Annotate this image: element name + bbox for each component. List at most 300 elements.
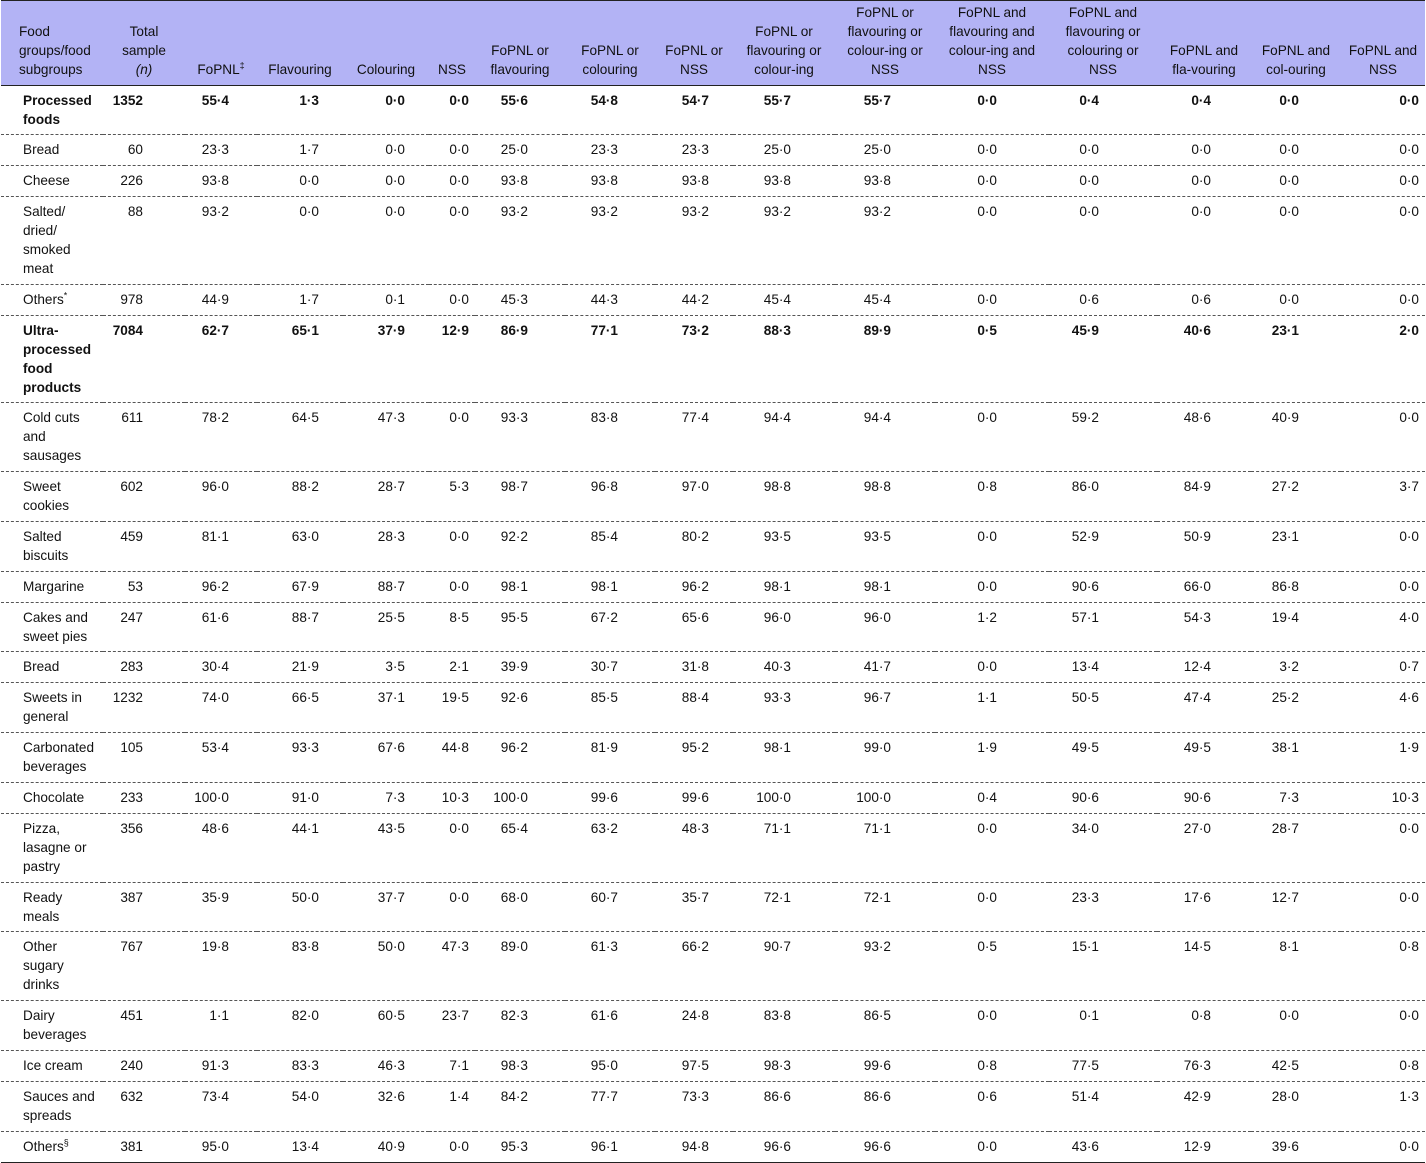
table-cell: 1·4 <box>449 1088 469 1104</box>
table-cell: 632 <box>120 1088 143 1104</box>
table-cell: 0·0 <box>449 142 469 158</box>
table-cell: 61·6 <box>201 609 229 625</box>
table-cell: 23·1 <box>1271 322 1299 338</box>
row-label <box>1 652 103 683</box>
table-cell: 32·6 <box>377 1088 405 1104</box>
table-cell: 12·7 <box>1271 889 1299 905</box>
table-cell: 60 <box>127 142 143 158</box>
table-cell: 0·7 <box>1399 659 1419 675</box>
row-label <box>1 1050 103 1081</box>
table-cell: 88·2 <box>291 479 319 495</box>
table-cell: 99·0 <box>863 740 891 756</box>
table-cell: 96·0 <box>863 609 891 625</box>
table-cell: 88·3 <box>763 322 791 338</box>
header-fopnl-label: FoPNL <box>197 61 240 77</box>
table-cell: 0·4 <box>1191 92 1211 108</box>
table-cell: 66·0 <box>1183 578 1211 594</box>
table-cell: 88·4 <box>681 690 709 706</box>
table-cell: 96·7 <box>863 690 891 706</box>
table-cell: 98·3 <box>763 1057 791 1073</box>
table-cell: 97·5 <box>681 1057 709 1073</box>
table-cell: 96·2 <box>201 578 229 594</box>
table-cell: 40·6 <box>1183 322 1211 338</box>
table-cell: 1·1 <box>977 690 997 706</box>
table-cell: 50·5 <box>1071 690 1099 706</box>
table-cell: 45·4 <box>863 291 891 307</box>
table-cell: 80·2 <box>681 528 709 544</box>
table-cell: 7084 <box>112 322 143 338</box>
header-total-sample <box>103 1 185 86</box>
row-label-text: Other sugary drinks <box>23 939 64 993</box>
table-cell: 0·0 <box>1399 528 1419 544</box>
table-cell: 91·0 <box>291 790 319 805</box>
table-cell: 90·6 <box>1071 790 1099 805</box>
table-cell: 0·0 <box>449 889 469 905</box>
table-cell: 0·0 <box>1399 173 1419 189</box>
row-label <box>1 521 103 571</box>
table-cell: 50·0 <box>291 889 319 905</box>
table-cell: 0·8 <box>1399 939 1419 955</box>
table-cell: 0·4 <box>977 790 997 805</box>
table-cell: 0·1 <box>385 291 405 307</box>
row-label <box>1 135 103 166</box>
table-cell: 13·4 <box>291 1138 319 1154</box>
row-label-text: Cold cuts and sausages <box>23 410 82 464</box>
table-cell: 95·0 <box>201 1138 229 1154</box>
table-cell: 95·5 <box>500 609 528 625</box>
table-cell: 611 <box>121 410 143 426</box>
table-cell: 30·4 <box>201 659 229 675</box>
row-label-text: Others <box>23 1138 64 1154</box>
table-cell: 94·4 <box>863 410 891 426</box>
table-row <box>1 1131 1425 1162</box>
table-cell: 28·3 <box>377 528 405 544</box>
row-label-text: Sweets in general <box>23 690 82 725</box>
header-fopnl-and-flav-and-col-and-nss: FoPNL and flavouring and colour-ing and NSS <box>935 1 1049 86</box>
header-flavouring: Flavouring <box>257 1 343 86</box>
table-cell: 98·7 <box>500 479 528 495</box>
row-label-text: Bread <box>23 142 60 158</box>
table-cell: 44·2 <box>681 291 709 307</box>
table-cell: 72·1 <box>763 889 791 905</box>
table-cell: 0·0 <box>977 92 997 108</box>
table-cell: 96·0 <box>763 609 791 625</box>
table-cell: 0·0 <box>299 204 319 220</box>
table-cell: 7·1 <box>449 1057 469 1073</box>
table-cell: 0·0 <box>449 578 469 594</box>
table-cell: 23·3 <box>590 142 618 158</box>
table-cell: 0·0 <box>977 889 997 905</box>
row-label <box>1 403 103 472</box>
table-cell: 60·7 <box>590 889 618 905</box>
table-cell: 7·3 <box>385 790 405 805</box>
table-cell: 86·0 <box>1071 479 1099 495</box>
table-cell: 1·3 <box>299 92 319 108</box>
table-cell: 0·5 <box>977 939 997 955</box>
table-cell: 94·4 <box>763 410 791 426</box>
row-label <box>1 932 103 1001</box>
table-cell: 96·8 <box>590 479 618 495</box>
table-row <box>1 1001 1425 1051</box>
table-cell: 83·8 <box>291 939 319 955</box>
table-cell: 46·3 <box>377 1057 405 1073</box>
table-cell: 0·0 <box>1079 173 1099 189</box>
table-cell: 283 <box>120 659 143 675</box>
table-cell: 93·8 <box>201 173 229 189</box>
table-cell: 99·6 <box>681 790 709 805</box>
table-cell: 0·0 <box>1191 142 1211 158</box>
table-cell: 0·0 <box>1191 173 1211 189</box>
table-cell: 0·5 <box>977 322 997 338</box>
table-cell: 99·6 <box>590 790 618 805</box>
table-cell: 95·0 <box>590 1057 618 1073</box>
table-cell: 37·7 <box>377 889 405 905</box>
table-cell: 98·3 <box>500 1057 528 1073</box>
row-label <box>1 284 103 315</box>
table-row <box>1 733 1425 783</box>
table-cell: 97·0 <box>681 479 709 495</box>
table-cell: 73·2 <box>681 322 709 338</box>
table-row <box>1 1081 1425 1131</box>
table-cell: 0·0 <box>449 1138 469 1154</box>
table-cell: 35·9 <box>201 889 229 905</box>
table-cell: 34·0 <box>1071 820 1099 836</box>
table-cell: 81·9 <box>590 740 618 756</box>
table-cell: 55·7 <box>863 92 891 108</box>
header-fopnl-and-colouring: FoPNL and col-ouring <box>1251 1 1341 86</box>
table-cell: 82·3 <box>500 1008 528 1024</box>
table-cell: 1·2 <box>977 609 997 625</box>
table-cell: 98·8 <box>763 479 791 495</box>
table-cell: 0·0 <box>977 528 997 544</box>
table-cell: 356 <box>120 820 143 836</box>
table-cell: 93·3 <box>763 690 791 706</box>
row-label <box>1 1131 103 1162</box>
table-cell: 47·4 <box>1183 690 1211 706</box>
row-label <box>1 882 103 932</box>
table-row <box>1 602 1425 652</box>
table-cell: 93·2 <box>863 939 891 955</box>
table-cell: 602 <box>120 479 143 495</box>
row-label-text: Processed foods <box>23 92 92 127</box>
table-cell: 0·0 <box>385 92 405 108</box>
table-row <box>1 135 1425 166</box>
table-cell: 27·2 <box>1271 479 1299 495</box>
header-total-sample-n: (n) <box>135 61 153 77</box>
table-cell: 39·6 <box>1271 1138 1299 1154</box>
row-label-text: Salted biscuits <box>23 528 69 563</box>
table-cell: 100·0 <box>856 790 891 805</box>
row-label-text: Salted/ dried/ smoked meat <box>23 204 71 276</box>
table-row <box>1 813 1425 882</box>
header-nss: NSS <box>429 1 475 86</box>
table-cell: 93·8 <box>763 173 791 189</box>
table-cell: 0·0 <box>1079 142 1099 158</box>
table-cell: 45·9 <box>1071 322 1099 338</box>
table-cell: 28·7 <box>377 479 405 495</box>
table-cell: 23·1 <box>1271 528 1299 544</box>
table-cell: 73·3 <box>681 1088 709 1104</box>
table-cell: 84·9 <box>1183 479 1211 495</box>
table-cell: 44·8 <box>441 740 469 756</box>
table-cell: 28·7 <box>1271 820 1299 836</box>
row-label-text: Margarine <box>23 578 85 594</box>
table-cell: 37·1 <box>377 690 405 706</box>
table-cell: 96·2 <box>500 740 528 756</box>
header-fopnl-footnote: ‡ <box>239 60 245 71</box>
table-cell: 54·0 <box>291 1088 319 1104</box>
table-cell: 0·0 <box>449 92 469 108</box>
table-cell: 0·0 <box>449 173 469 189</box>
table-row <box>1 683 1425 733</box>
table-body <box>1 85 1425 1162</box>
row-label <box>1 315 103 403</box>
table-cell: 86·9 <box>500 322 528 338</box>
row-label-text: Bread <box>23 659 60 675</box>
table-cell: 76·3 <box>1183 1057 1211 1073</box>
table-cell: 81·1 <box>201 528 229 544</box>
table-cell: 31·8 <box>681 659 709 675</box>
table-row <box>1 284 1425 315</box>
table-cell: 95·3 <box>500 1138 528 1154</box>
table-cell: 27·0 <box>1183 820 1211 836</box>
table-cell: 42·5 <box>1271 1057 1299 1073</box>
table-cell: 19·4 <box>1271 609 1299 625</box>
table-cell: 66·2 <box>681 939 709 955</box>
table-cell: 98·1 <box>500 578 528 594</box>
table-cell: 0·0 <box>1079 204 1099 220</box>
table-cell: 1·3 <box>1399 1088 1419 1104</box>
table-cell: 93·2 <box>590 204 618 220</box>
table-row <box>1 197 1425 285</box>
table-cell: 30·7 <box>590 659 618 675</box>
table-cell: 0·8 <box>977 479 997 495</box>
table-row <box>1 652 1425 683</box>
table-cell: 65·1 <box>291 322 319 338</box>
table-cell: 226 <box>120 173 143 189</box>
table-cell: 0·0 <box>977 291 997 307</box>
table-cell: 83·3 <box>291 1057 319 1073</box>
table-cell: 0·0 <box>1399 889 1419 905</box>
table-cell: 77·1 <box>590 322 618 338</box>
table-cell: 47·3 <box>441 939 469 955</box>
table-cell: 59·2 <box>1071 410 1099 426</box>
table-cell: 48·6 <box>201 820 229 836</box>
table-cell: 0·0 <box>977 578 997 594</box>
table-cell: 93·8 <box>500 173 528 189</box>
table-cell: 0·6 <box>1191 291 1211 307</box>
table-cell: 0·0 <box>449 820 469 836</box>
row-label-text: Sweet cookies <box>23 479 70 514</box>
table-cell: 0·0 <box>1399 578 1419 594</box>
table-cell: 92·2 <box>500 528 528 544</box>
table-cell: 98·1 <box>590 578 618 594</box>
table-cell: 21·9 <box>291 659 319 675</box>
table-cell: 84·2 <box>500 1088 528 1104</box>
table-cell: 91·3 <box>201 1057 229 1073</box>
table-cell: 0·0 <box>385 173 405 189</box>
table-cell: 12·9 <box>1183 1138 1211 1154</box>
table-cell: 90·6 <box>1071 578 1099 594</box>
table-cell: 0·0 <box>385 204 405 220</box>
table-cell: 0·0 <box>1279 173 1299 189</box>
row-label <box>1 197 103 285</box>
table-cell: 233 <box>120 790 143 805</box>
row-label <box>1 85 103 135</box>
table-cell: 23·3 <box>1071 889 1099 905</box>
table-cell: 0·0 <box>385 142 405 158</box>
table-cell: 45·3 <box>500 291 528 307</box>
table-cell: 54·8 <box>590 92 618 108</box>
table-cell: 43·5 <box>377 820 405 836</box>
table-cell: 92·6 <box>500 690 528 706</box>
table-cell: 98·8 <box>863 479 891 495</box>
table-cell: 0·0 <box>977 410 997 426</box>
table-cell: 240 <box>120 1057 143 1073</box>
table-cell: 23·3 <box>681 142 709 158</box>
table-cell: 93·8 <box>590 173 618 189</box>
table-cell: 25·2 <box>1271 690 1299 706</box>
table-cell: 77·7 <box>590 1088 618 1104</box>
table-cell: 0·8 <box>977 1057 997 1073</box>
table-cell: 0·0 <box>1399 92 1419 108</box>
table-cell: 99·6 <box>863 1057 891 1073</box>
table-cell: 54·7 <box>681 92 709 108</box>
table-cell: 0·0 <box>449 410 469 426</box>
table-cell: 96·6 <box>863 1138 891 1154</box>
row-label <box>1 1001 103 1051</box>
table-cell: 50·9 <box>1183 528 1211 544</box>
table-cell: 767 <box>120 939 143 955</box>
table-cell: 55·4 <box>201 92 229 108</box>
row-label-text: Chocolate <box>23 790 85 805</box>
header-fopnl-or-flavouring: FoPNL or flavouring <box>475 1 565 86</box>
table-cell: 0·8 <box>1399 1057 1419 1073</box>
table-cell: 1·9 <box>1399 740 1419 756</box>
table-cell: 62·7 <box>201 322 229 338</box>
table-cell: 100·0 <box>756 790 791 805</box>
table-cell: 95·2 <box>681 740 709 756</box>
table-cell: 0·0 <box>1279 291 1299 307</box>
table-cell: 10·3 <box>441 790 469 805</box>
table-cell: 48·6 <box>1183 410 1211 426</box>
table-cell: 247 <box>120 609 143 625</box>
table-cell: 63·0 <box>291 528 319 544</box>
table-cell: 96·0 <box>201 479 229 495</box>
table-cell: 0·0 <box>299 173 319 189</box>
table-cell: 35·7 <box>681 889 709 905</box>
table-cell: 37·9 <box>377 322 405 338</box>
table-cell: 86·8 <box>1271 578 1299 594</box>
table-cell: 44·1 <box>291 820 319 836</box>
table-cell: 96·6 <box>763 1138 791 1154</box>
table-cell: 3·2 <box>1279 659 1299 675</box>
row-label <box>1 1081 103 1131</box>
table-cell: 25·0 <box>763 142 791 158</box>
header-fopnl-or-colouring: FoPNL or colouring <box>565 1 655 86</box>
table-cell: 1·1 <box>209 1008 229 1024</box>
table-cell: 57·1 <box>1071 609 1099 625</box>
table-cell: 10·3 <box>1391 790 1419 805</box>
row-label-text: Cakes and sweet pies <box>23 609 88 644</box>
table-cell: 67·9 <box>291 578 319 594</box>
table-cell: 8·1 <box>1279 939 1299 955</box>
table-cell: 93·2 <box>863 204 891 220</box>
table-cell: 44·9 <box>201 291 229 307</box>
table-cell: 93·5 <box>863 528 891 544</box>
table-cell: 38·1 <box>1271 740 1299 756</box>
table-cell: 100·0 <box>194 790 229 805</box>
table-cell: 100·0 <box>493 790 528 805</box>
row-label <box>1 733 103 783</box>
header-fopnl-and-nss: FoPNL and NSS <box>1341 1 1425 86</box>
data-table <box>1 0 1425 1163</box>
table-cell: 55·6 <box>500 92 528 108</box>
table-cell: 14·5 <box>1183 939 1211 955</box>
table-cell: 77·5 <box>1071 1057 1099 1073</box>
table-cell: 387 <box>120 889 143 905</box>
table-cell: 93·3 <box>500 410 528 426</box>
table-cell: 17·6 <box>1183 889 1211 905</box>
table-cell: 12·4 <box>1183 659 1211 675</box>
header-colouring: Colouring <box>343 1 429 86</box>
table-cell: 0·0 <box>1399 291 1419 307</box>
table-cell: 39·9 <box>500 659 528 675</box>
table-row <box>1 315 1425 403</box>
table-cell: 66·5 <box>291 690 319 706</box>
table-cell: 60·5 <box>377 1008 405 1024</box>
table-cell: 54·3 <box>1183 609 1211 625</box>
table-cell: 83·8 <box>763 1008 791 1024</box>
table-cell: 1232 <box>112 690 143 706</box>
table-cell: 0·0 <box>977 1138 997 1154</box>
table-cell: 63·2 <box>590 820 618 836</box>
table-cell: 44·3 <box>590 291 618 307</box>
table-cell: 25·5 <box>377 609 405 625</box>
table-cell: 65·4 <box>500 820 528 836</box>
table-cell: 52·9 <box>1071 528 1099 544</box>
table-cell: 19·8 <box>201 939 229 955</box>
table-cell: 0·0 <box>1399 142 1419 158</box>
table-cell: 67·2 <box>590 609 618 625</box>
row-label <box>1 783 103 814</box>
table-cell: 0·0 <box>977 204 997 220</box>
table-cell: 0·0 <box>1399 410 1419 426</box>
header-fopnl-or-flav-or-col: FoPNL or flavouring or colour-ing <box>733 1 835 86</box>
table-cell: 53 <box>127 578 143 594</box>
table-cell: 89·9 <box>863 322 891 338</box>
row-label-footnote: § <box>63 1137 69 1148</box>
table-cell: 978 <box>120 291 143 307</box>
table-cell: 65·6 <box>681 609 709 625</box>
table-cell: 0·0 <box>449 204 469 220</box>
table-cell: 0·0 <box>977 142 997 158</box>
table-cell: 64·5 <box>291 410 319 426</box>
table-cell: 78·2 <box>201 410 229 426</box>
table-cell: 93·2 <box>201 204 229 220</box>
table-cell: 93·2 <box>681 204 709 220</box>
table-cell: 3·7 <box>1399 479 1419 495</box>
table-cell: 88·7 <box>291 609 319 625</box>
table-cell: 0·6 <box>977 1088 997 1104</box>
table-cell: 55·7 <box>763 92 791 108</box>
table-row <box>1 882 1425 932</box>
row-label-text: Others <box>23 291 64 307</box>
table-cell: 93·8 <box>863 173 891 189</box>
table-cell: 93·3 <box>291 740 319 756</box>
table-cell: 0·0 <box>977 1008 997 1024</box>
table-cell: 45·4 <box>763 291 791 307</box>
